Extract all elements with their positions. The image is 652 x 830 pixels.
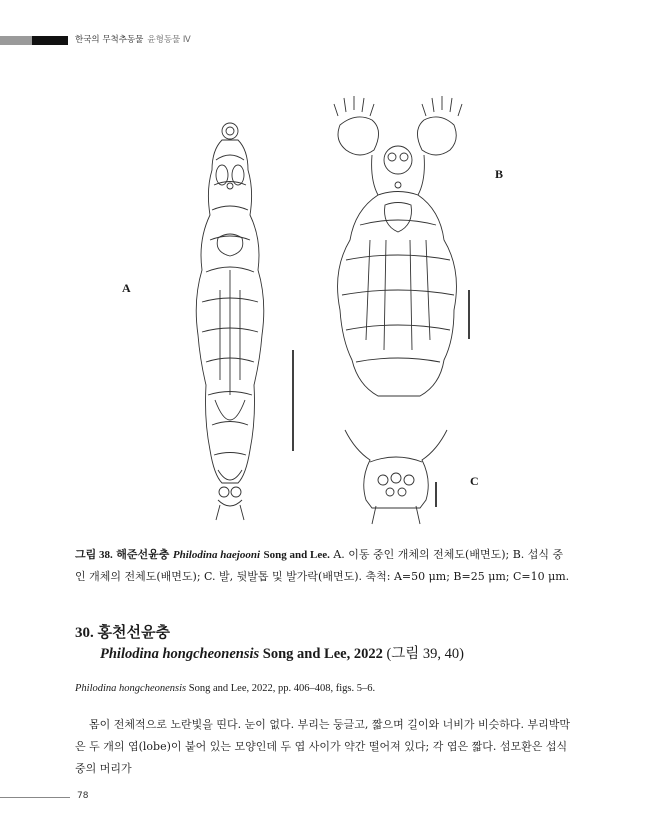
drawing-a-body [196,123,264,520]
drawing-c-foot [345,430,447,524]
figure-label-c: C [470,474,479,488]
page-number: 78 [77,791,89,801]
description-paragraph: 몸이 전체적으로 노란빛을 띤다. 눈이 없다. 부리는 둥글고, 짧으며 길이와 너비가 비슷하다. 부리박막은 두 개의 엽(lobe)이 붙어 있는 모양인데 두 엽 사이가 약간 떨어져 있다; 각 엽은 짧다. 섬모환은 섭식 중의 머리가 [75,718,570,775]
figure-label-b: B [495,167,504,181]
caption-authors: Song and Lee. [263,549,330,561]
caption-korean-name: 해준선윤충 [116,549,170,561]
section-korean-name: 홍천선윤충 [97,625,170,641]
reference-text: Song and Lee, 2022, pp. 406–408, figs. 5–6. [186,683,376,694]
drawing-b-body [334,96,462,396]
section-scientific-name [100,642,464,663]
section-species: Philodina hongcheonensis [100,646,260,662]
caption-number: 그림 38. [75,549,113,561]
caption-species: Philodina haejooni [172,549,261,561]
section-heading [75,621,170,642]
description-text [75,714,572,780]
section-authority: Song and Lee, 2022 [262,646,383,662]
figure-caption [75,544,572,588]
section-figref: (그림 39, 40) [386,646,464,662]
section-number: 30. [75,625,94,641]
header-subtitle: 윤형동물 Ⅳ [147,35,191,45]
footer-rule [0,797,70,798]
caption-text: A. 이동 중인 개체의 전체도(배면도); B. 섭식 중인 개체의 전체도(배면도); C. 발, 뒷발톱 및 발가락(배면도). 축척: A=50 μm; B=25 μm; C=10 μm. [75,548,570,583]
figure-label-a: A [122,281,131,295]
reference-species: Philodina hongcheonensis [75,683,187,694]
header-title: 한국의 무척추동물 [75,35,144,45]
synonymy-reference [75,683,375,694]
